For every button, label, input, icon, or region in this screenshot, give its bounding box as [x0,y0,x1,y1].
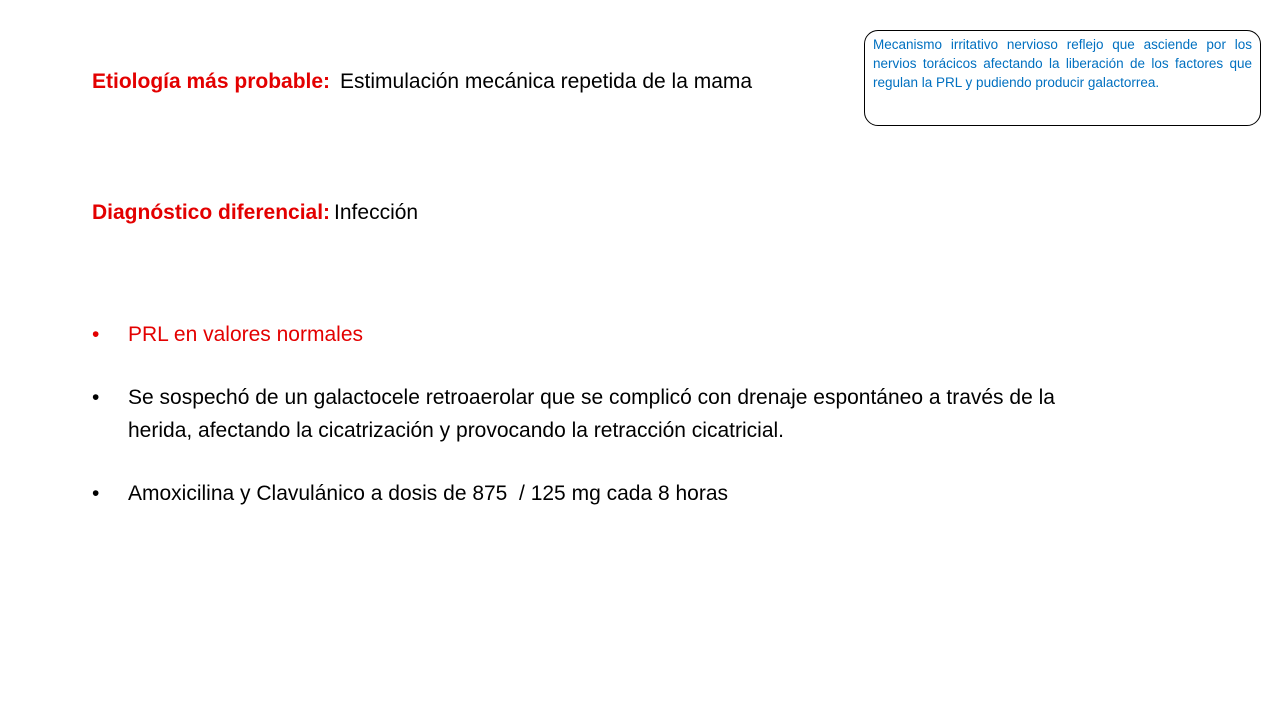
bullet-icon: • [92,482,100,505]
etiology-line [92,70,752,94]
findings-list [92,318,1082,540]
differential-label: Diagnóstico diferencial: [92,201,331,224]
differential-line [92,201,418,225]
bullet-icon: • [92,386,100,409]
etiology-value: Estimulación mecánica repetida de la mama [340,70,753,93]
mechanism-note-box: Mecanismo irritativo nervioso reflejo que asciende por los nervios torácicos afectando la liberación de los factores que regulan la PRL y pudiendo producir galactorrea. [864,30,1261,126]
differential-value: Infección [334,201,419,224]
list-item [92,318,1082,351]
list-item-text: Amoxicilina y Clavulánico a dosis de 875 / 125 mg cada 8 horas [128,482,728,505]
list-item [92,477,1082,510]
list-item [92,381,1082,447]
list-item-text: Se sospechó de un galactocele retroaerolar que se complicó con drenaje espontáneo a través de la herida, afectando la cicatrización y provocando la retracción cicatricial. [128,386,1055,442]
etiology-label: Etiología más probable: [92,70,331,93]
bullet-icon: • [92,323,100,346]
list-item-text: PRL en valores normales [128,323,363,346]
